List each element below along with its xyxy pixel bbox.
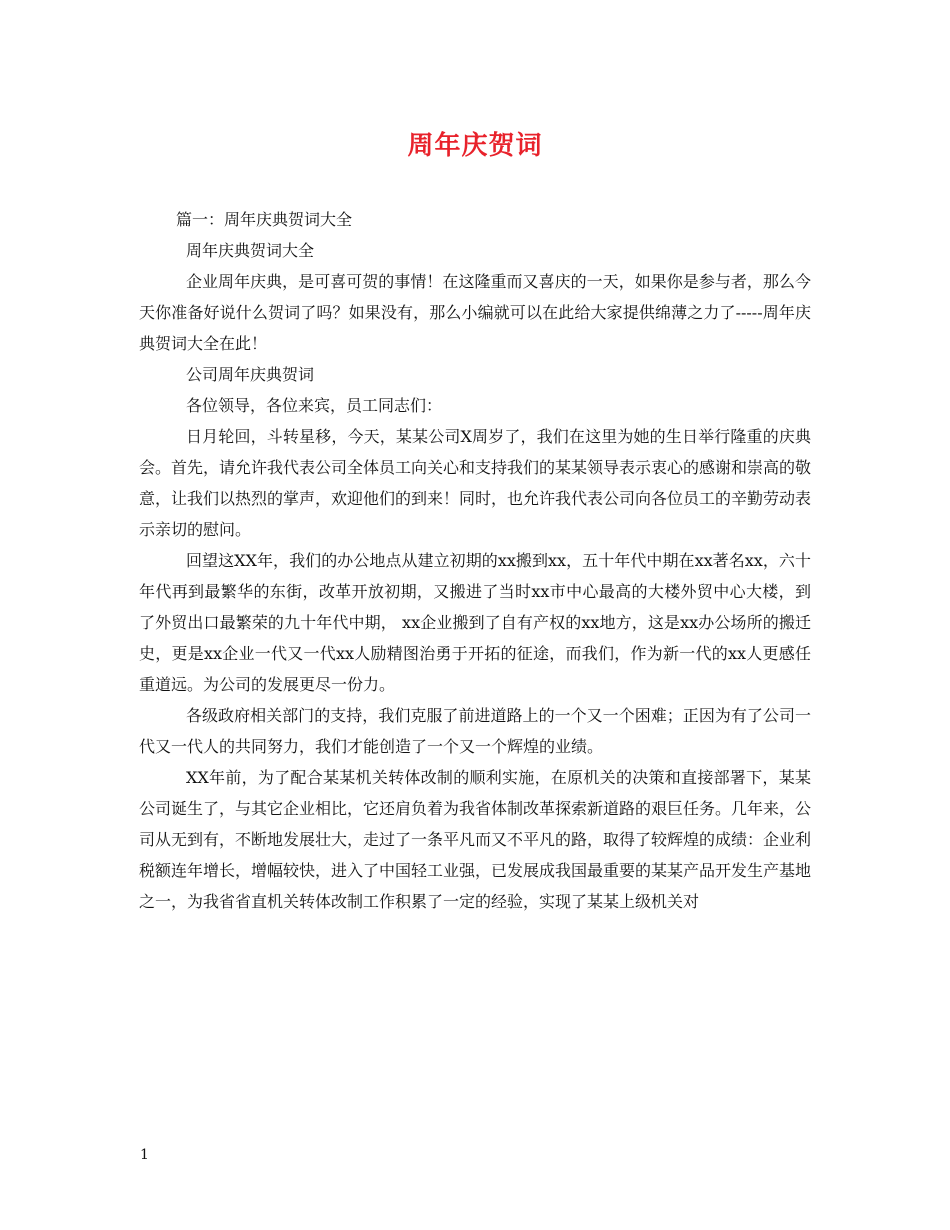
body-paragraph: 各级政府相关部门的支持，我们克服了前进道路上的一个又一个困难；正因为有了公司一代又一代人的共同努力，我们才能创造了一个又一个辉煌的业绩。 (139, 706, 811, 756)
salutation: 各位领导，各位来宾，员工同志们： (186, 396, 443, 415)
subheading: 周年庆典贺词大全 (186, 241, 315, 260)
body-paragraph: 日月轮回，斗转星移，今天，某某公司X周岁了，我们在这里为她的生日举行隆重的庆典会。首先，请允许我代表公司全体员工向关心和支持我们的某某领导表示衷心的感谢和崇高的敬意，让我们以热烈的掌声，欢迎他们的到来！同时，也允许我代表公司向各位员工的辛勤劳动表示亲切的慰问。 (139, 427, 812, 539)
body-paragraph: 回望这XX年，我们的办公地点从建立初期的xx搬到xx，五十年代中期在xx著名xx，六十年代再到最繁华的东街，改革开放初期，又搬进了当时xx市中心最高的大楼外贸中心大楼，到了外贸出口最繁荣的九十年代中期， xx企业搬到了自有产权的xx地方，这是xx办公场所的搬迁史，更是xx企业一代又一代xx人励精图治勇于开拓的征途，而我们，作为新一代的xx人更感任重道远。为公司的发展更尽一份力。 (139, 551, 811, 694)
speech-title: 公司周年庆典贺词 (186, 365, 315, 384)
body-paragraph: XX年前，为了配合某某机关转体改制的顺利实施，在原机关的决策和直接部署下，某某公司诞生了，与其它企业相比，它还肩负着为我省体制改革探索新道路的艰巨任务。几年来，公司从无到有，不断地发展壮大，走过了一条平凡而又不平凡的路，取得了较辉煌的成绩：企业利税额连年增长，增幅较快，进入了中国轻工业强，已发展成我国最重要的某某产品开发生产基地之一，为我省省直机关转体改制工作积累了一定的经验，实现了某某上级机关对 (139, 768, 812, 911)
intro-paragraph: 企业周年庆典，是可喜可贺的事情！在这隆重而又喜庆的一天，如果你是参与者，那么今天你准备好说什么贺词了吗？如果没有，那么小编就可以在此给大家提供绵薄之力了-----周年庆典贺词大全在此！ (139, 272, 811, 353)
document-title: 周年庆贺词 (407, 131, 543, 161)
section-heading: 篇一：周年庆典贺词大全 (176, 210, 353, 229)
page-number: 1 (140, 1147, 149, 1163)
document-body (139, 204, 811, 917)
